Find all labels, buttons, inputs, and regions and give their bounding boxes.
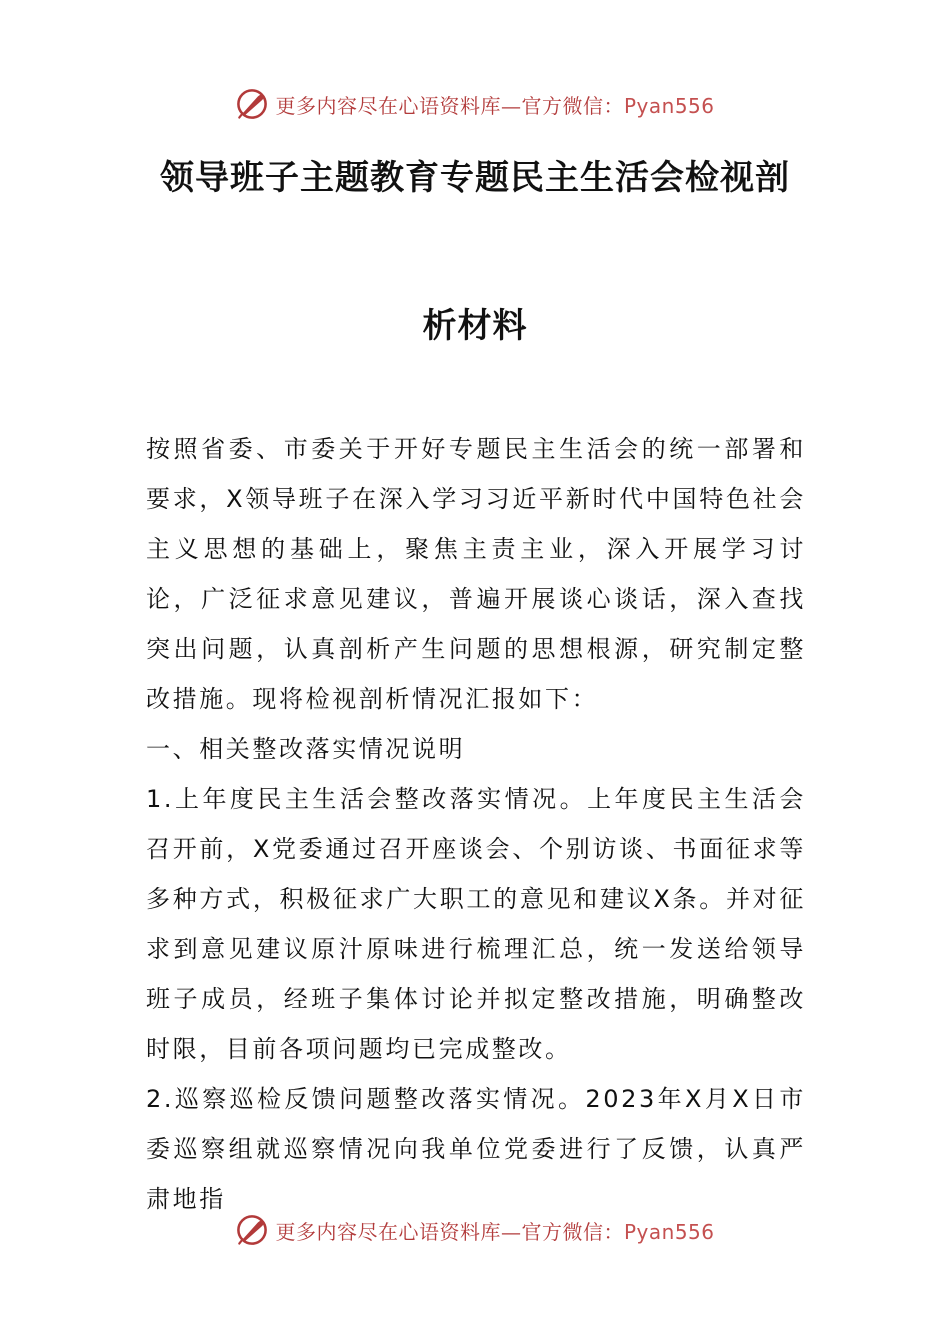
header-banner-text — [275, 90, 714, 119]
quill-pen-logo-icon — [235, 1213, 269, 1247]
banner-site-text: 更多内容尽在心语资料库—官方微信： — [275, 1219, 624, 1244]
paragraph-item-1: 1.上年度民主生活会整改落实情况。上年度民主生活会召开前，X党委通过召开座谈会、个别访谈、书面征求等多种方式，积极征求广大职工的意见和建议X条。并对征求到意见建议原汁原味进行梳理汇总，统一发送给领导班子成员，经班子集体讨论并拟定整改措施，明确整改时限，目前各项问题均已完成整改。 — [146, 785, 806, 1063]
document-body — [146, 424, 806, 1224]
section-heading-1: 一、相关整改落实情况说明 — [146, 735, 466, 763]
header-banner — [0, 84, 950, 124]
banner-wechat-id: Pyan556 — [623, 1219, 715, 1244]
quill-pen-logo-icon — [235, 87, 269, 121]
footer-banner — [0, 1210, 950, 1250]
paragraph-intro: 按照省委、市委关于开好专题民主生活会的统一部署和要求，X领导班子在深入学习习近平新时代中国特色社会主义思想的基础上，聚焦主责主业，深入开展学习讨论，广泛征求意见建议，普遍开展谈心谈话，深入查找突出问题，认真剖析产生问题的思想根源，研究制定整改措施。现将检视剖析情况汇报如下： — [146, 435, 806, 713]
paragraph-item-2: 2.巡察巡检反馈问题整改落实情况。2023年X月X日市委巡察组就巡察情况向我单位党委进行了反馈，认真严肃地指 — [146, 1085, 806, 1213]
footer-banner-text — [275, 1216, 714, 1245]
banner-wechat-id: Pyan556 — [623, 93, 715, 118]
banner-site-text: 更多内容尽在心语资料库—官方微信： — [275, 93, 624, 118]
document-title-line-2: 析材料 — [422, 306, 528, 346]
document-title-line-1: 领导班子主题教育专题民主生活会检视剖 — [160, 158, 790, 198]
